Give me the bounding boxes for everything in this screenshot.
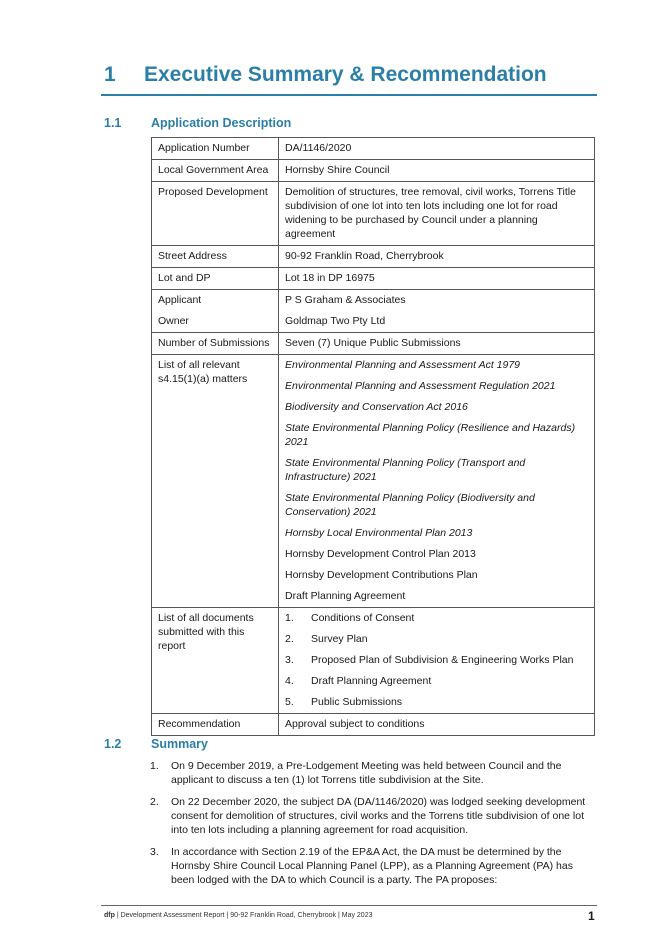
row-label: Application Number [152,138,279,160]
table-row [152,160,595,182]
matter-item: Environmental Planning and Assessment Act 1979 [285,359,521,371]
item-text: On 22 December 2020, the subject DA (DA/1146/2020) was lodged seeking development consent for demolition of structures, civil works and the Torrens title subdivision of one lot into ten lots including a planning agreement for road acquisition. [171,796,586,836]
applicant-label: Applicant [158,294,202,306]
table-row [152,182,595,246]
row-label: List of all documents submitted with this report [152,608,279,714]
row-label [152,290,279,333]
list-item [285,632,588,646]
list-number: 5. [285,696,294,708]
section-title: Application Description [151,116,292,130]
matter-item: Draft Planning Agreement [285,590,406,602]
row-value [279,290,595,333]
row-label: Proposed Development [152,182,279,246]
item-number: 1. [150,760,159,772]
row-label: List of all relevant s4.15(1)(a) matters [152,355,279,608]
row-label: Recommendation [152,714,279,736]
owner-value: Goldmap Two Pty Ltd [285,315,386,327]
list-item [285,695,588,709]
list-item [285,611,588,625]
row-value: Approval subject to conditions [279,714,595,736]
section-heading-1-2 [104,737,208,751]
row-value [279,355,595,608]
section-number: 1.1 [104,116,122,130]
matter-item: State Environmental Planning Policy (Biodiversity and Conservation) 2021 [285,492,535,518]
table-row [152,608,595,714]
heading-rule [101,94,597,96]
list-number: 1. [285,612,294,624]
row-value: Lot 18 in DP 16975 [279,268,595,290]
row-value: DA/1146/2020 [279,138,595,160]
matter-item: Hornsby Development Control Plan 2013 [285,548,476,560]
list-item [285,674,588,688]
row-value [279,608,595,714]
table-row [152,246,595,268]
row-value: Hornsby Shire Council [279,160,595,182]
item-text: In accordance with Section 2.19 of the EP&A Act, the DA must be determined by the Hornsby Shire Council Local Planning Panel (LPP), as a Planning Agreement (PA) has been lodged with the DA to which Council is a party. The PA proposes: [171,846,573,886]
page-title [104,63,547,87]
summary-item [150,795,596,837]
table-row [152,268,595,290]
heading-number: 1 [104,63,116,86]
matter-item: State Environmental Planning Policy (Resilience and Hazards) 2021 [285,422,576,448]
applicant-value: P S Graham & Associates [285,294,406,306]
row-label: Local Government Area [152,160,279,182]
owner-label: Owner [158,315,189,327]
item-text: On 9 December 2019, a Pre-Lodgement Meeting was held between Council and the applicant to discuss a ten (1) lot Torrens title subdivision at the Site. [171,760,562,786]
table-row [152,138,595,160]
table-row [152,714,595,736]
table-row [152,333,595,355]
table-row [152,355,595,608]
row-label: Lot and DP [152,268,279,290]
heading-title: Executive Summary & Recommendation [144,63,547,86]
list-text: Conditions of Consent [311,612,415,624]
footer-org: dfp [104,912,115,919]
summary-item [150,759,596,787]
row-value: Seven (7) Unique Public Submissions [279,333,595,355]
matter-item: Biodiversity and Conservation Act 2016 [285,401,468,413]
matter-item: Environmental Planning and Assessment Regulation 2021 [285,380,556,392]
row-label: Number of Submissions [152,333,279,355]
footer: dfp | Development Assessment Report | 90-92 Franklin Road, Cherrybrook | May 2023 [104,912,373,919]
documents-list [285,611,588,709]
section-number: 1.2 [104,737,122,751]
item-number: 2. [150,796,159,808]
list-number: 3. [285,654,294,666]
matter-item: State Environmental Planning Policy (Transport and Infrastructure) 2021 [285,457,526,483]
matter-item: Hornsby Development Contributions Plan [285,569,478,581]
list-item [285,653,588,667]
table-row [152,290,595,333]
list-text: Public Submissions [311,696,403,708]
row-label: Street Address [152,246,279,268]
row-value: Demolition of structures, tree removal, civil works, Torrens Title subdivision of one lot into ten lots including one lot for road widening to be purchased by Council under a planning agreement [279,182,595,246]
section-title: Summary [151,737,208,751]
list-number: 2. [285,633,294,645]
summary-item [150,845,596,887]
page-number: 1 [588,909,595,923]
list-text: Survey Plan [311,633,368,645]
footer-text: Development Assessment Report | 90-92 Franklin Road, Cherrybrook | May 2023 [120,912,373,919]
list-text: Draft Planning Agreement [311,675,432,687]
list-text: Proposed Plan of Subdivision & Engineering Works Plan [311,654,574,666]
summary-list [150,759,596,895]
matter-item: Hornsby Local Environmental Plan 2013 [285,527,473,539]
item-number: 3. [150,846,159,858]
row-value: 90-92 Franklin Road, Cherrybrook [279,246,595,268]
footer-rule [101,905,597,906]
list-number: 4. [285,675,294,687]
application-table [151,137,595,736]
section-heading-1-1 [104,116,291,130]
